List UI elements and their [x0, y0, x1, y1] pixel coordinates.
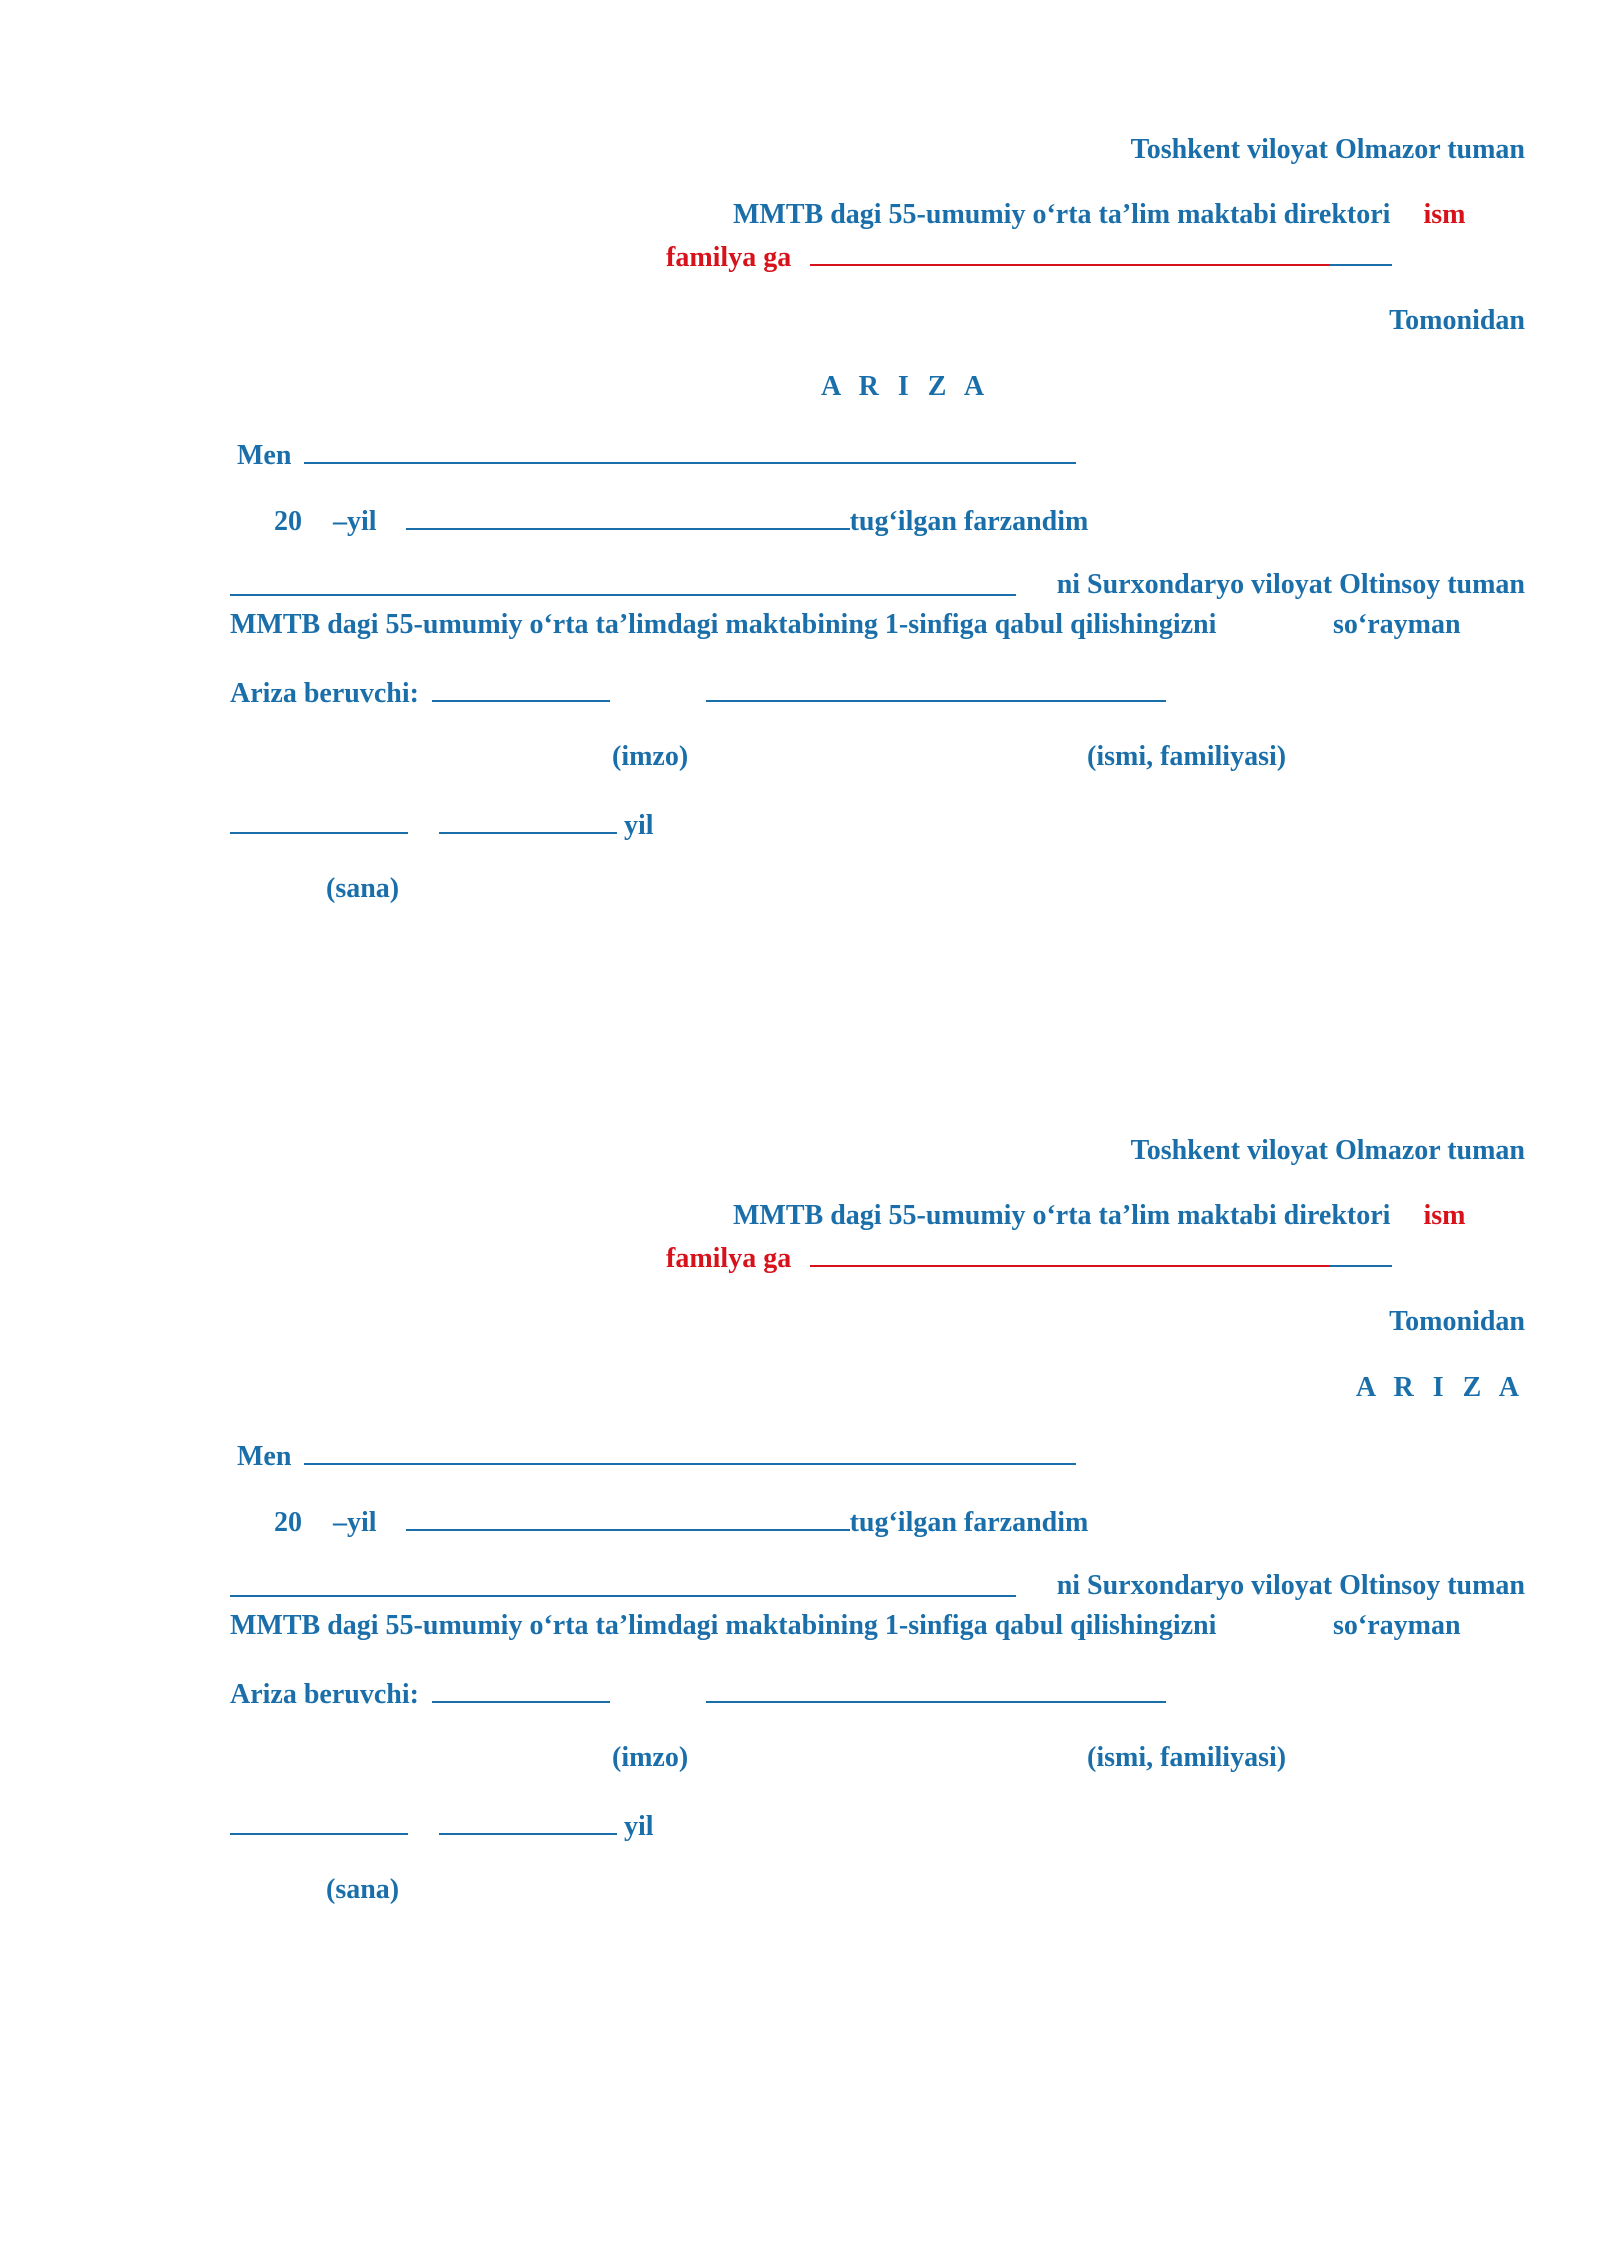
birth-year-line — [274, 1503, 1088, 1540]
signature-field[interactable] — [432, 674, 610, 702]
year-word: yil — [624, 810, 654, 841]
document-title: A R I Z A — [821, 371, 991, 402]
director-name-field[interactable] — [810, 1239, 1330, 1267]
date-line — [230, 1807, 654, 1844]
year-suffix: –yil — [333, 1507, 377, 1538]
applicant-fullname-line — [706, 1675, 1166, 1712]
school-request-text: MMTB dagi 55-umumiy o‘rta ta’limdagi maktabining 1-sinfiga qabul qilishingizni — [230, 1610, 1217, 1641]
signature-caption: (imzo) — [612, 741, 689, 772]
name-caption: (ismi, familiyasi) — [1087, 1742, 1287, 1773]
child-name-field[interactable] — [230, 568, 1016, 596]
tomonidan-line: Tomonidan — [1389, 305, 1525, 336]
birth-year-line — [274, 502, 1088, 539]
school-director-text: MMTB dagi 55-umumiy o‘rta ta’lim maktabi direktori — [733, 199, 1391, 230]
director-familya: familya ga — [666, 1243, 792, 1274]
applicant-fullname-field[interactable] — [706, 1675, 1166, 1703]
applicant-fullname-field[interactable] — [706, 674, 1166, 702]
birth-date-field[interactable] — [406, 502, 850, 530]
date-day-field[interactable] — [230, 1807, 408, 1835]
applicant-signature-line — [230, 1675, 610, 1712]
child-location-text: ni Surxondaryo viloyat Oltinsoy tuman — [1056, 569, 1525, 600]
school-director-text: MMTB dagi 55-umumiy o‘rta ta’lim maktabi direktori — [733, 1200, 1391, 1231]
applicant-name-field[interactable] — [304, 436, 1076, 464]
region-line: Toshkent viloyat Olmazor tuman — [1130, 134, 1525, 165]
date-caption: (sana) — [326, 1874, 400, 1905]
director-name-field-tail[interactable] — [1330, 1239, 1392, 1267]
year-prefix: 20 — [274, 506, 302, 537]
men-label: Men — [237, 1441, 292, 1472]
director-familya-line — [666, 1239, 1392, 1276]
name-caption: (ismi, familiyasi) — [1087, 741, 1287, 772]
birth-date-field[interactable] — [406, 1503, 850, 1531]
applicant-label: Ariza beruvchi: — [230, 678, 419, 709]
year-suffix: –yil — [333, 506, 377, 537]
date-caption: (sana) — [326, 873, 400, 904]
director-ism: ism — [1423, 1200, 1466, 1231]
applicant-name-field[interactable] — [304, 1437, 1076, 1465]
applicant-name-line — [237, 436, 1076, 473]
date-line — [230, 806, 654, 843]
child-name-line — [230, 568, 1016, 605]
applicant-label: Ariza beruvchi: — [230, 1679, 419, 1710]
director-ism: ism — [1423, 199, 1466, 230]
document-title: A R I Z A — [1355, 1372, 1525, 1403]
year-word: yil — [624, 1811, 654, 1842]
director-name-field-tail[interactable] — [1330, 238, 1392, 266]
born-text: tug‘ilgan farzandim — [849, 1507, 1089, 1538]
director-familya-line — [666, 238, 1392, 275]
request-end: so‘rayman — [1333, 1610, 1461, 1641]
applicant-signature-line — [230, 674, 610, 711]
school-director-line — [733, 198, 1465, 232]
application-form-1 — [0, 0, 1600, 1000]
child-location-text: ni Surxondaryo viloyat Oltinsoy tuman — [1056, 1570, 1525, 1601]
date-month-field[interactable] — [439, 1807, 617, 1835]
child-name-field[interactable] — [230, 1569, 1016, 1597]
signature-field[interactable] — [432, 1675, 610, 1703]
region-line: Toshkent viloyat Olmazor tuman — [1130, 1135, 1525, 1166]
date-day-field[interactable] — [230, 806, 408, 834]
school-director-line — [733, 1199, 1465, 1233]
date-month-field[interactable] — [439, 806, 617, 834]
director-name-field[interactable] — [810, 238, 1330, 266]
applicant-name-line — [237, 1437, 1076, 1474]
men-label: Men — [237, 440, 292, 471]
director-familya: familya ga — [666, 242, 792, 273]
tomonidan-line: Tomonidan — [1389, 1306, 1525, 1337]
child-name-line — [230, 1569, 1016, 1606]
year-prefix: 20 — [274, 1507, 302, 1538]
application-form-2 — [0, 1001, 1600, 2001]
applicant-fullname-line — [706, 674, 1166, 711]
request-end: so‘rayman — [1333, 609, 1461, 640]
school-request-text: MMTB dagi 55-umumiy o‘rta ta’limdagi maktabining 1-sinfiga qabul qilishingizni — [230, 609, 1217, 640]
born-text: tug‘ilgan farzandim — [849, 506, 1089, 537]
signature-caption: (imzo) — [612, 1742, 689, 1773]
